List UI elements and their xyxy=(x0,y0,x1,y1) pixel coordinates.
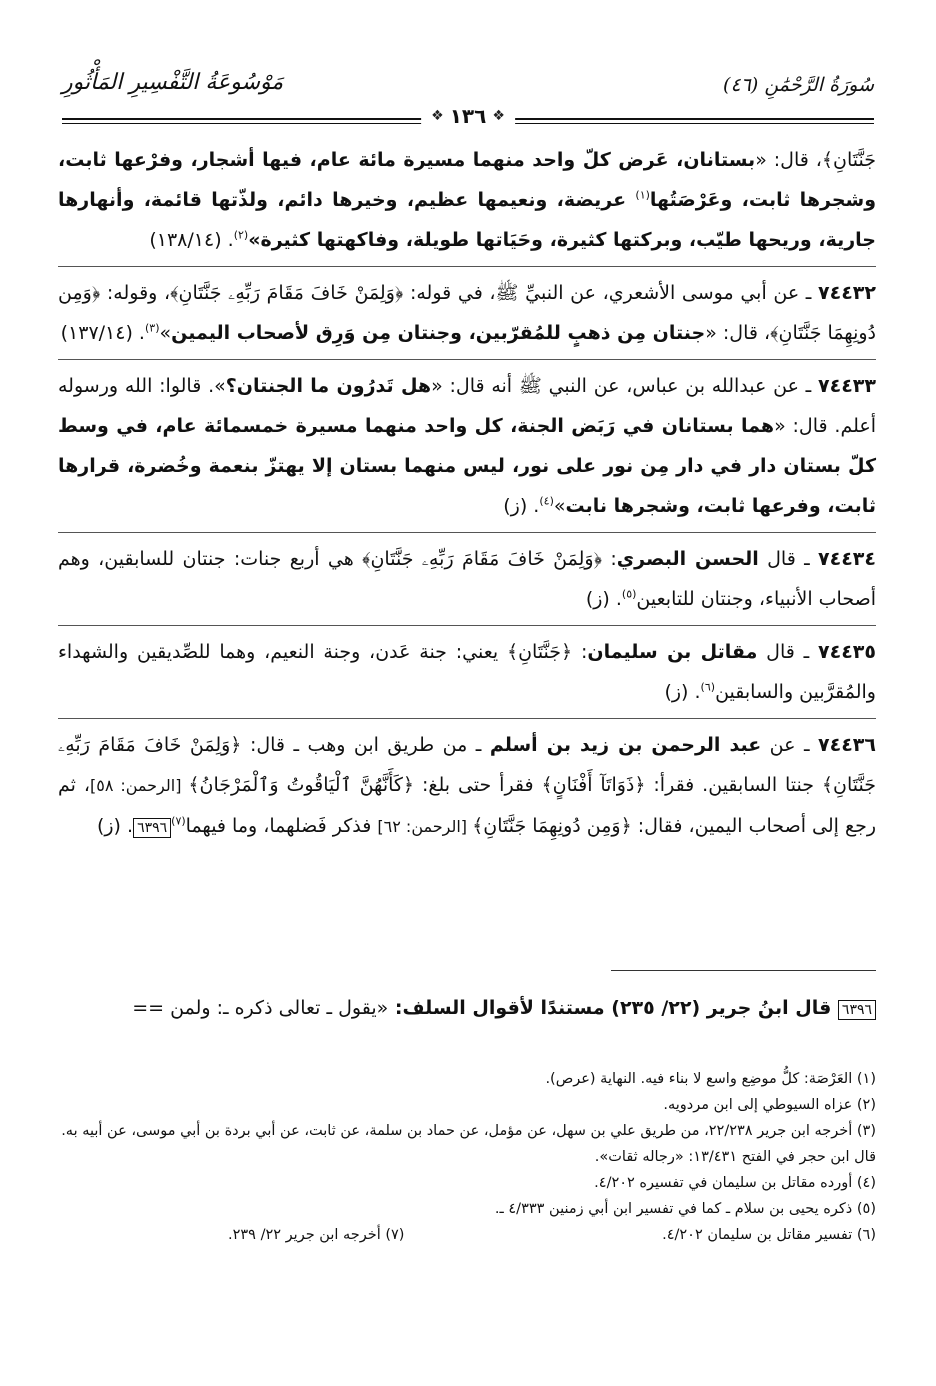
paragraph-continuation xyxy=(58,140,876,260)
footnote-2: (٢) عزاه السيوطي إلى ابن مردويه. xyxy=(663,1097,876,1113)
footnote-ref: (٦) xyxy=(700,680,716,694)
quran-quote: ﴿وَمِن دُونِهِمَا جَنَّتَانِ﴾ xyxy=(472,815,632,837)
volume-ref: . (١٣٧/١٤) xyxy=(60,322,145,344)
page-number-block xyxy=(421,104,515,128)
footnote-5: (٥) ذكره يحيى بن سلام ـ كما في تفسير ابن أبي زمنين ٤/٣٣٣ ـ. xyxy=(494,1201,876,1217)
footnote-ref: (٥) xyxy=(621,587,637,601)
text: ، قال: « xyxy=(705,322,771,344)
source-marker: . (ز) xyxy=(664,681,701,703)
verse-ref: [الرحمن: ٦٢] xyxy=(377,817,473,836)
divider xyxy=(58,625,876,626)
narrator-name: عبد الرحمن بن زيد بن أسلم xyxy=(489,734,762,756)
entry-number: ٧٤٤٣٥ xyxy=(818,641,876,663)
text: فذكر فَضلهما، وما فيهما xyxy=(185,815,378,837)
footnote-7: (٧) أخرجه ابن جرير ٢٢/ ٢٣٩. xyxy=(228,1227,405,1243)
footnote-6: (٦) تفسير مقاتل بن سليمان ٤/٢٠٢. xyxy=(662,1227,876,1243)
entry-74435 xyxy=(58,632,876,712)
source-marker: . (ز) xyxy=(503,495,540,517)
footnote-4: (٤) أورده مقاتل بن سليمان في تفسيره ٤/٢٠٢. xyxy=(594,1175,876,1191)
commentary-block xyxy=(58,990,876,1026)
footnote-ref: (٧) xyxy=(171,814,186,828)
footnote-1: (١) العَرْصَة: كلُّ موضِع واسع لا بناء فيه. النهاية (عرص). xyxy=(545,1071,876,1087)
text: ـ قال xyxy=(757,641,819,663)
footnote-ref: (٤) xyxy=(539,494,554,508)
text: » xyxy=(553,495,566,517)
hadith-text: هما بستانان في رَبَض الجنة، كل واحد منهما مسيرة خمسمائة عام، في وسط كلّ بستان دار في دار مِن نور على نور، ليس منهما بستان إلا يهتزّ بنعمة وخُضرة، قرارها ثابت، وفرعها ثابت، وشجرها نابت xyxy=(58,415,876,517)
footnote-3-note: قال ابن حجر في الفتح ١٣/٤٣١: «رجاله ثقات». xyxy=(594,1149,876,1165)
footnote-3: (٣) أخرجه ابن جرير ٢٢/٢٣٨، من طريق علي بن سهل، عن مؤمل، عن حماد بن سلمة، عن ثابت، عن أبي بردة بن أبي موسى، عن أبيه به. xyxy=(61,1123,876,1139)
footnote-ref: (٢) xyxy=(233,228,249,242)
hadith-text: بستانان، عَرض كلّ واحد منهما مسيرة مائة عام، فيها أشجار، وفرْعها ثابت، وشجرها ثابت، وعَرْصَتُها xyxy=(58,149,877,211)
quran-quote: ﴿ذَوَاتَآ أَفْنَانٍ﴾ xyxy=(541,774,646,796)
footnote-ref: (٣) xyxy=(144,321,160,335)
main-text xyxy=(58,140,876,853)
commentary-ref-box: ٦٣٩٦ xyxy=(133,818,171,838)
quran-quote: ﴿وَلِمَنْ خَافَ مَقَامَ رَبِّهِۦ جَنَّتَانِ﴾ xyxy=(362,548,603,570)
quran-quote: ﴿وَلِمَنْ خَافَ مَقَامَ رَبِّهِۦ جَنَّتَانِ﴾ xyxy=(58,734,876,796)
hadith-text: عريضة، ونعيمها عظيم، وخيرها دائم، ولذّتها قائمة، وأنهارها جارية، وريحها طيّب، وبركتها كثيرة، وحَيَاتها طويلة، وفاكهتها كثيرة» xyxy=(58,189,876,251)
ornament-icon: ❖ xyxy=(492,108,505,124)
text: ، وقوله: xyxy=(100,282,171,304)
quran-quote: ﴿وَمِن دُونِهِمَا جَنَّتَانِ﴾ xyxy=(58,282,876,344)
surah-title: سُورَةُ الرَّحْمَٰنِ (٤٦) xyxy=(723,74,874,96)
entry-number: ٧٤٤٣٢ xyxy=(818,282,876,304)
entry-74434 xyxy=(58,539,876,619)
hadith-text: هل تَدرُون ما الجنتان؟ xyxy=(225,375,432,397)
narrator-name: الحسن البصري xyxy=(616,548,759,570)
commentary-separator xyxy=(611,970,876,971)
source-marker: . (ز) xyxy=(585,588,622,610)
divider xyxy=(58,359,876,360)
entry-number: ٧٤٤٣٤ xyxy=(818,548,876,570)
entry-74432 xyxy=(58,273,876,353)
text: : xyxy=(602,548,617,570)
text: ـ قال xyxy=(758,548,818,570)
text: هي أربع جنات: جنتان للسابقين، وهم أصحاب الأنبياء، وجنتان للتابعين xyxy=(58,548,876,610)
text: ـ من طريق ابن وهب ـ قال: xyxy=(241,734,490,756)
divider xyxy=(58,266,876,267)
footnotes xyxy=(58,1066,876,1248)
verse-ref: [الرحمن: ٥٨] xyxy=(89,776,189,795)
commentary-text: «يقول ـ تعالى ذكره ـ: ولمن == xyxy=(132,997,389,1019)
text: » xyxy=(159,322,172,344)
entry-number: ٧٤٤٣٣ xyxy=(818,375,876,397)
commentary-number-box: ٦٣٩٦ xyxy=(838,1000,876,1020)
text: ». قالوا: الله ورسوله أعلم. قال: « xyxy=(58,375,877,437)
ornament-icon: ❖ xyxy=(431,108,444,124)
text: جَنَّتَانِ﴾، قال: « xyxy=(755,149,876,171)
text: فقرأ حتى بلغ: xyxy=(414,774,542,796)
entry-number: ٧٤٤٣٦ xyxy=(818,734,876,756)
footnote-row xyxy=(58,1222,876,1248)
text: ـ عن xyxy=(761,734,819,756)
divider xyxy=(58,718,876,719)
divider xyxy=(58,532,876,533)
book-title: مَوْسُوعَةُ التَّفْسِيرِ المَأْثُورِ xyxy=(62,70,284,95)
text: يعني: جنة عَدن، وجنة النعيم، وهما للصِّديقين والشهداء والمُقرَّبين والسابقين xyxy=(58,641,876,703)
entry-74433 xyxy=(58,366,876,526)
text: : xyxy=(572,641,588,663)
volume-ref: . (١٣٨/١٤) xyxy=(149,229,234,251)
page-header xyxy=(62,60,874,132)
narrator-name: مقاتل بن سليمان xyxy=(587,641,758,663)
quran-quote: ﴿وَلِمَنْ خَافَ مَقَامَ رَبِّهِۦ جَنَّتَانِ﴾ xyxy=(170,282,404,304)
text: ـ عن أبي موسى الأشعري، عن النبيِّ ﷺ، في قوله: xyxy=(403,282,819,304)
quran-quote: ﴿كَأَنَّهُنَّ ٱلْيَاقُوتُ وَٱلْمَرْجَانُ﴾ xyxy=(188,774,415,796)
footnote-ref: (١) xyxy=(635,188,650,202)
page-number: ١٣٦ xyxy=(449,104,487,128)
quran-quote: ﴿جَنَّتَانِ﴾ xyxy=(506,641,573,663)
entry-74436 xyxy=(58,725,876,847)
source-marker: . (ز) xyxy=(96,815,134,837)
text: جنتا السابقين. فقرأ: xyxy=(645,774,822,796)
hadith-text: جنتان مِن ذهبٍ للمُقرّبين، وجنتان مِن وَرِق لأصحاب اليمين xyxy=(171,322,706,344)
commentary-title: قال ابنُ جرير (٢٢/ ٢٣٥) مستندًا لأقوال السلف: xyxy=(388,997,838,1019)
text: ، ثم رجع إلى أصحاب اليمين، فقال: xyxy=(58,774,876,837)
text: ـ عن عبدالله بن عباس، عن النبي ﷺ أنه قال: « xyxy=(431,375,819,397)
